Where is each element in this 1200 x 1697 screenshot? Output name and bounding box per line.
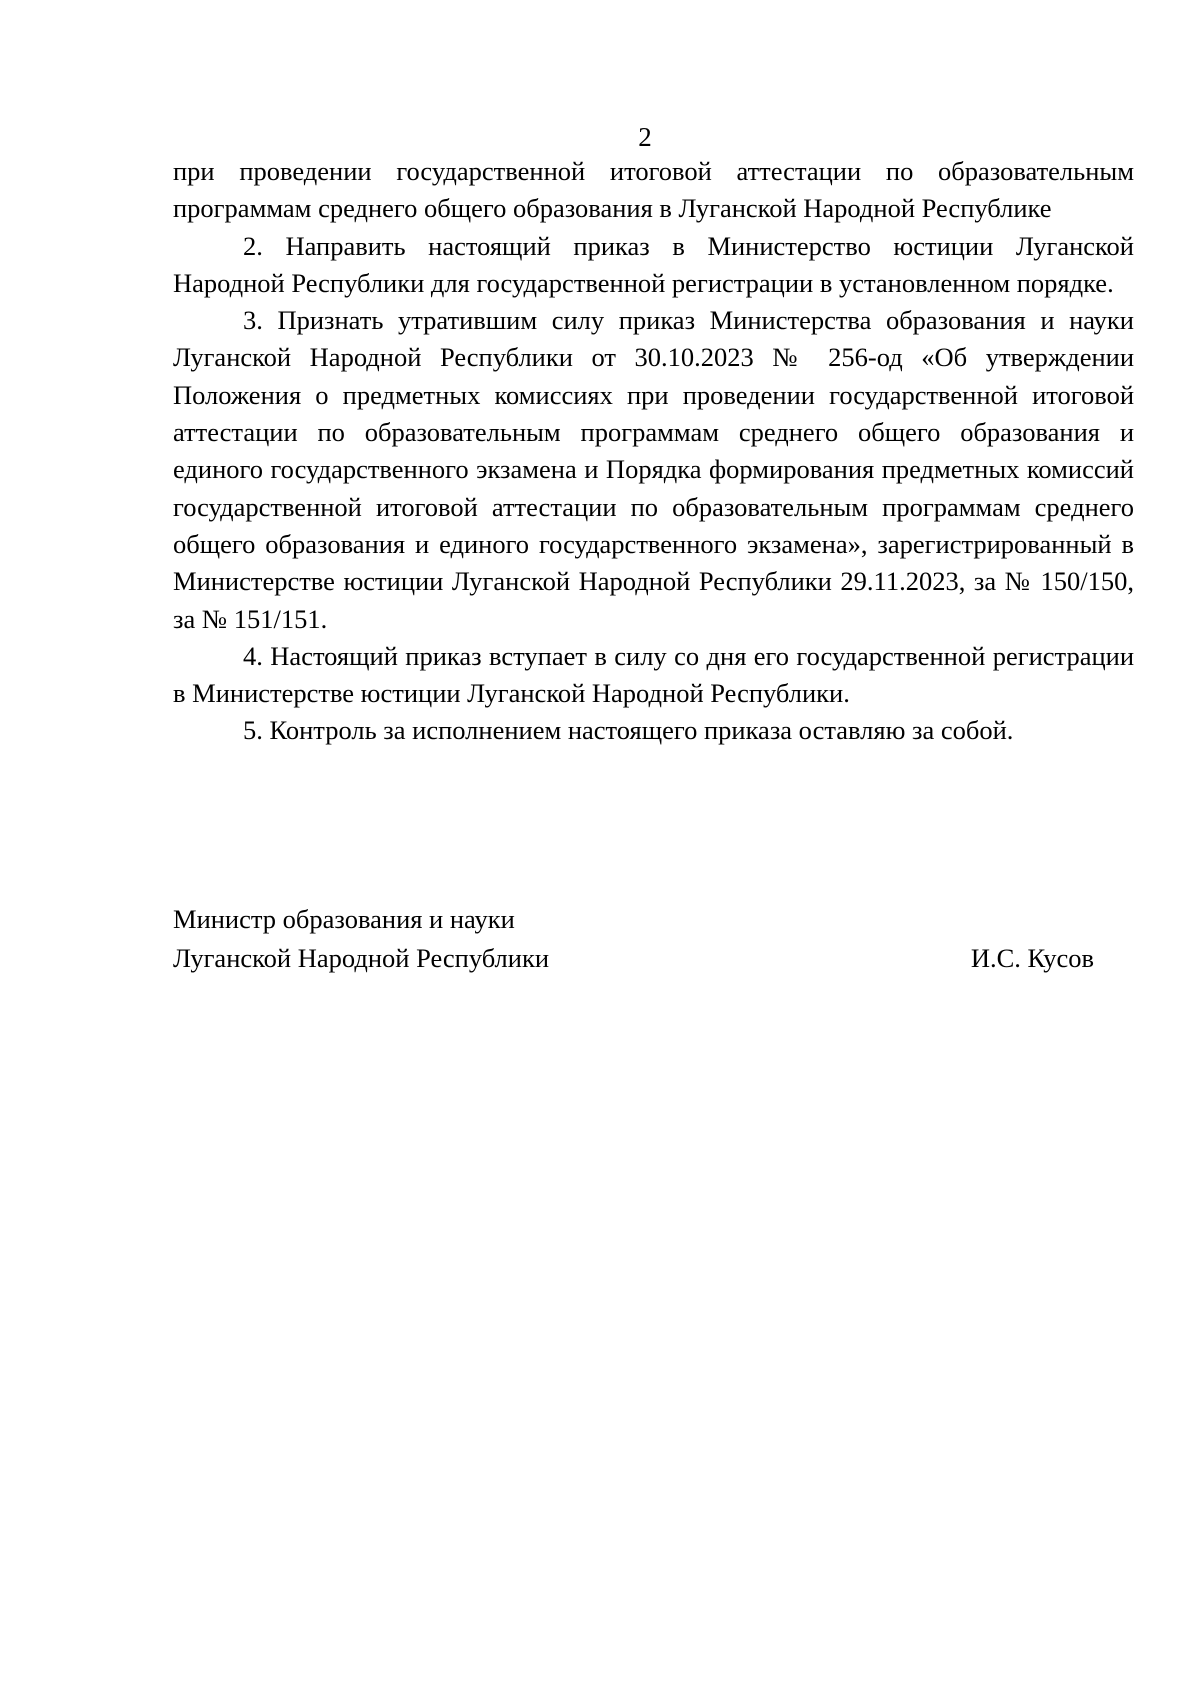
page-number: 2 [638, 122, 652, 152]
paragraph-continuation: при проведении государственной итоговой аттестации по образовательным программам среднего общего образования в Луганской Народной Республике [173, 156, 1134, 224]
paragraph-item-5: 5. Контроль за исполнением настоящего приказа оставляю за собой. [243, 715, 1014, 746]
signature-block [173, 900, 1094, 978]
document-body [173, 153, 1134, 750]
paragraph-item-4: 4. Настоящий приказ вступает в силу со дня его государственной регистрации в Министерстве юстиции Луганской Народной Республики. [173, 640, 1134, 709]
signature-position-line2: Луганской Народной Республики [173, 943, 550, 973]
signature-position-line1: Министр образования и науки [173, 904, 515, 934]
paragraph-item-2: 2. Направить настоящий приказ в Министерство юстиции Луганской Народной Республики для государственной регистрации в установленном порядке. [173, 230, 1134, 298]
signature-row [173, 939, 1094, 978]
signatory-name: И.С. Кусов [970, 943, 1094, 973]
paragraph-item-3: 3. Признать утратившим силу приказ Министерства образования и науки Луганской Народной Республики от 30.10.2023 № 256-од «Об утверждении Положения о предметных комиссиях при проведении государственной итоговой аттестации по образовательным программам среднего общего образования и единого государственного экзамена и Порядка формирования предметных комиссий государственной итоговой аттестации по образовательным программам среднего общего образования и единого государственного экзамена», зарегистрированный в Министерстве юстиции Луганской Народной Республики 29.11.2023, за № 150/150, за № 151/151. [173, 305, 1134, 634]
